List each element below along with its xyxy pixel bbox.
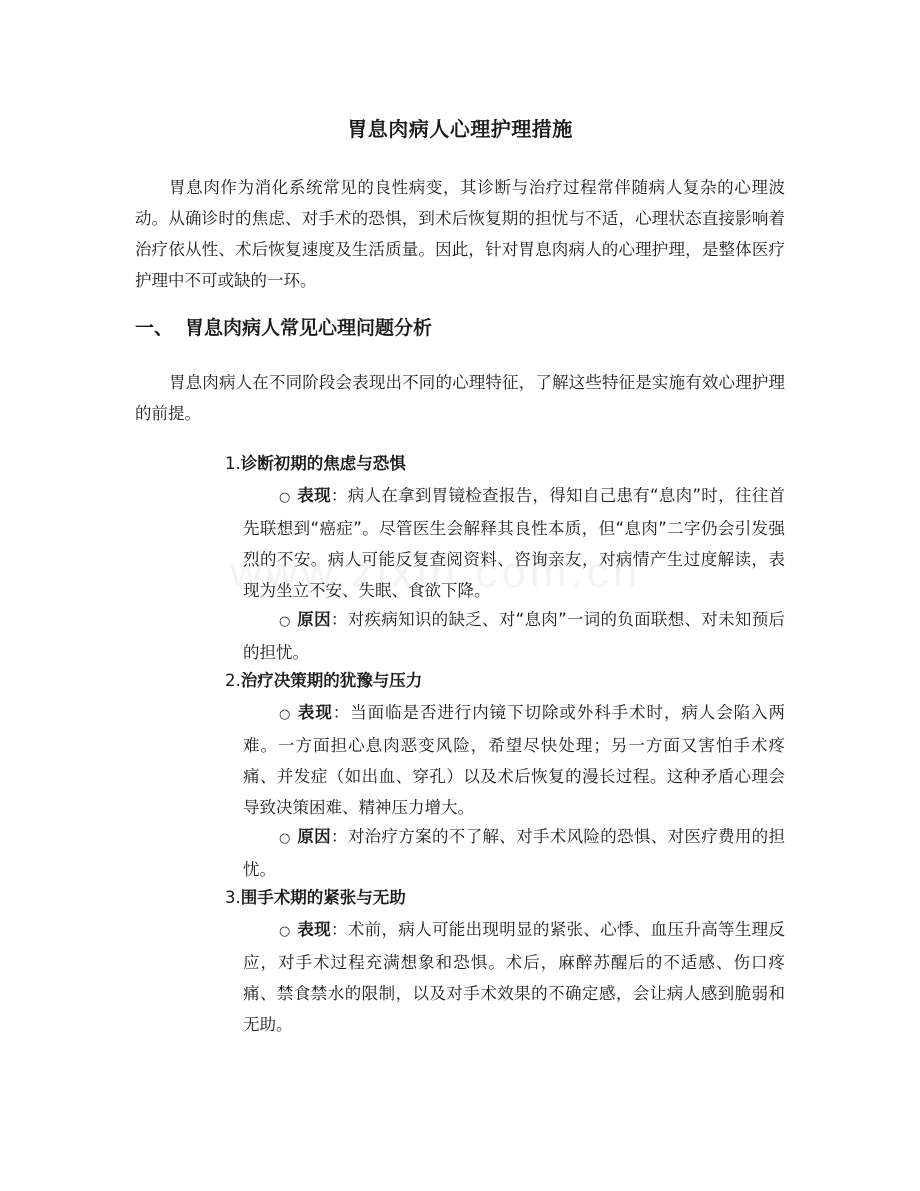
item-title: 围手术期的紧张与无助 bbox=[240, 888, 406, 907]
bullet-item-2-manifestation bbox=[243, 697, 785, 823]
section-number: 一、 bbox=[135, 317, 174, 339]
bullet-circle-icon: ○ bbox=[279, 924, 291, 939]
bullet-label: 表现 bbox=[297, 486, 331, 505]
bullet-separator: ： bbox=[330, 610, 348, 629]
item-title: 诊断初期的焦虑与恐惧 bbox=[240, 454, 406, 473]
bullet-text: 病人在拿到胃镜检查报告，得知自己患有“息肉”时，往往首先联想到“癌症”。尽管医生会解释其良性本质，但“息肉”二字仍会引发强烈的不安。病人可能反复查阅资料、咨询亲友，对病情产生过度解读，表现为坐立不安、失眠、食欲下降。 bbox=[243, 486, 785, 600]
item-heading-3 bbox=[225, 882, 406, 913]
bullet-circle-icon: ○ bbox=[279, 490, 291, 505]
bullet-item-1-cause bbox=[243, 604, 785, 668]
bullet-separator: ： bbox=[330, 486, 348, 505]
bullet-label: 原因 bbox=[297, 610, 331, 629]
bullet-text: 对疾病知识的缺乏、对“息肉”一词的负面联想、对未知预后的担忧。 bbox=[243, 610, 785, 662]
bullet-text: 当面临是否进行内镜下切除或外科手术时，病人会陷入两难。一方面担心息肉恶变风险，希望尽快处理；另一方面又害怕手术疼痛、并发症（如出血、穿孔）以及术后恢复的漫长过程。这种矛盾心理会导致决策困难、精神压力增大。 bbox=[243, 703, 786, 817]
item-heading-2 bbox=[225, 665, 422, 696]
section-heading bbox=[135, 313, 432, 340]
intro-paragraph: 胃息肉作为消化系统常见的良性病变，其诊断与治疗过程常伴随病人复杂的心理波动。从确诊时的焦虑、对手术的恐惧，到术后恢复期的担忧与不适，心理状态直接影响着治疗依从性、术后恢复速度及生活质量。因此，针对胃息肉病人的心理护理，是整体医疗护理中不可或缺的一环。 bbox=[135, 178, 785, 290]
bullet-item-3-manifestation bbox=[243, 914, 785, 1040]
bullet-label: 表现 bbox=[297, 703, 333, 722]
section-title: 胃息肉病人常见心理问题分析 bbox=[185, 317, 433, 339]
bullet-text: 对治疗方案的不了解、对手术风险的恐惧、对医疗费用的担忧。 bbox=[243, 827, 786, 879]
item-title: 治疗决策期的犹豫与压力 bbox=[240, 671, 423, 690]
item-heading-1 bbox=[225, 448, 406, 479]
bullet-circle-icon: ○ bbox=[279, 831, 291, 846]
section-intro-paragraph: 胃息肉病人在不同阶段会表现出不同的心理特征，了解这些特征是实施有效心理护理的前提。 bbox=[135, 373, 785, 423]
item-number: 1. bbox=[225, 454, 241, 473]
document-title: 胃息肉病人心理护理措施 bbox=[347, 117, 573, 141]
bullet-separator: ： bbox=[330, 827, 348, 846]
bullet-item-1-manifestation bbox=[243, 480, 785, 606]
item-number: 2. bbox=[225, 671, 241, 690]
bullet-circle-icon: ○ bbox=[279, 707, 291, 722]
bullet-item-2-cause bbox=[243, 821, 785, 885]
bullet-circle-icon: ○ bbox=[279, 614, 291, 629]
bullet-text: 术前，病人可能出现明显的紧张、心悸、血压升高等生理反应，对手术过程充满想象和恐惧。术后，麻醉苏醒后的不适感、伤口疼痛、禁食禁水的限制，以及对手术效果的不确定感，会让病人感到脆弱和无助。 bbox=[243, 920, 786, 1034]
bullet-label: 表现 bbox=[297, 920, 331, 939]
bullet-label: 原因 bbox=[297, 827, 331, 846]
item-number: 3. bbox=[225, 888, 241, 907]
bullet-separator: ： bbox=[330, 920, 348, 939]
bullet-separator: ： bbox=[332, 703, 351, 722]
